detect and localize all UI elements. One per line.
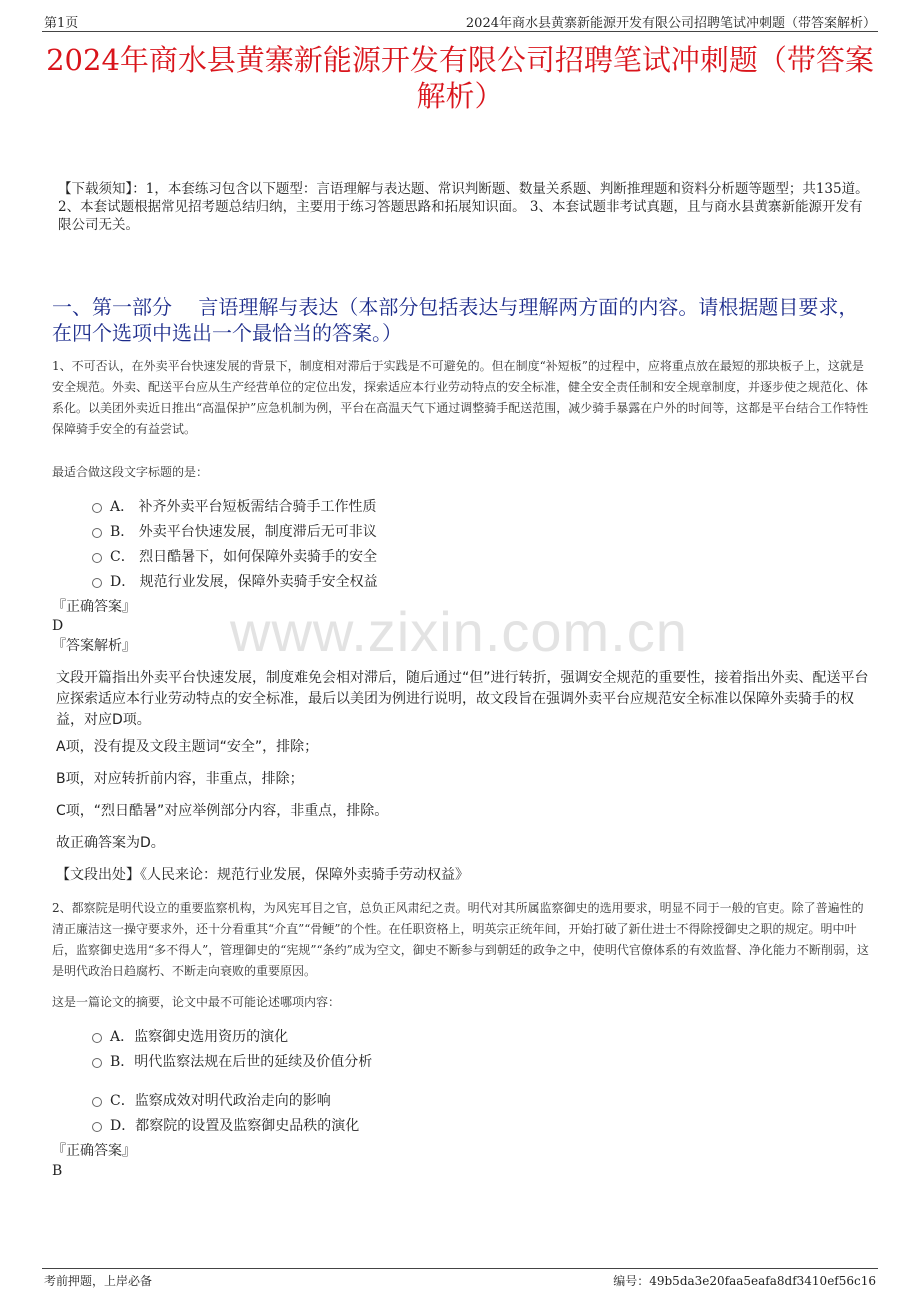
analysis-paragraph: C项，“烈日酷暑”对应举例部分内容，非重点，排除。 — [56, 803, 389, 819]
option-label: A． 补齐外卖平台短板需结合骑手工作性质 — [110, 499, 377, 515]
option-a[interactable] — [92, 1026, 288, 1046]
option-label: A．监察御史选用资历的演化 — [110, 1029, 289, 1045]
question-2-text: 2、都察院是明代设立的重要监察机构，为风宪耳目之官，总负正风肃纪之责。明代对其所属监察御史的选用要求，明显不同于一般的官吏。除了普遍性的清正廉洁这一操守要求外，还十分看重其“介直”“骨鲠”的个性。在任职资格上，明英宗正统年间，开始打破了新仕进士不得除授御史之职的规定。明中叶后，监察御史选用“多不得人”，管理御史的“宪规”“条约”成为空文，御史不断参与到朝廷的政争之中，使明代官僚体系的有效监督、净化能力不断削弱，这是明代政治日趋腐朽、不断走向衰败的重要原因。 — [52, 901, 869, 978]
analysis-paragraph: B项，对应转折前内容，非重点，排除； — [56, 771, 304, 787]
option-label: D． 规范行业发展，保障外卖骑手安全权益 — [110, 574, 378, 590]
footer-slogan: 考前押题，上岸必备 — [44, 1274, 153, 1288]
document-title: 2024年商水县黄寨新能源开发有限公司招聘笔试冲刺题（带答案解析） — [46, 43, 874, 113]
section-heading: 一、第一部分 言语理解与表达（本部分包括表达与理解两方面的内容。请根据题目要求，在四个选项中选出一个最恰当的答案。） — [52, 295, 859, 345]
option-a[interactable] — [92, 496, 377, 516]
radio-icon[interactable] — [92, 1122, 102, 1132]
option-b[interactable] — [92, 521, 377, 541]
option-label: C．监察成效对明代政治走向的影响 — [110, 1093, 331, 1109]
radio-icon[interactable] — [92, 528, 102, 538]
radio-icon[interactable] — [92, 553, 102, 563]
analysis-paragraph: 故正确答案为D。 — [56, 835, 165, 851]
option-c[interactable] — [92, 1090, 331, 1110]
answer-label: 『正确答案』 — [52, 599, 136, 615]
download-notice: 【下载须知】：1，本套练习包含以下题型：言语理解与表达题、常识判断题、数量关系题、判断推理题和资料分析题等题型；共135道。 2、本套试题根据常见招考题总结归纳，主要用于练习答题思路和拓展知识面。 3、本套试题非考试真题，且与商水县黄寨新能源开发有限公司无关。 — [58, 181, 869, 233]
question-2-prompt: 这是一篇论文的摘要，论文中最不可能论述哪项内容： — [52, 995, 341, 1009]
option-b[interactable] — [92, 1051, 372, 1071]
option-d[interactable] — [92, 1115, 359, 1135]
analysis-paragraph: A项，没有提及文段主题词“安全”，排除； — [56, 739, 319, 755]
radio-icon[interactable] — [92, 1033, 102, 1043]
question-1-text: 1、不可否认，在外卖平台快速发展的背景下，制度相对滞后于实践是不可避免的。但在制度“补短板”的过程中，应将重点放在最短的那块板子上，这就是安全规范。外卖、配送平台应从生产经营单位的定位出发，探索适应本行业劳动特点的安全标准，健全安全责任制和安全规章制度，并逐步使之规范化、体系化。以美团外卖近日推出“高温保护”应急机制为例，平台在高温天气下通过调整骑手配送范围，减少骑手暴露在户外的时间等，这都是平台结合工作特性保障骑手安全的有益尝试。 — [52, 359, 869, 436]
answer-value: D — [52, 618, 64, 634]
radio-icon[interactable] — [92, 1058, 102, 1068]
analysis-label: 『答案解析』 — [52, 638, 136, 654]
page-number: 第1页 — [44, 16, 79, 31]
header-divider — [42, 31, 878, 32]
option-label: D．都察院的设置及监察御史品秩的演化 — [110, 1118, 360, 1134]
document-id: 编号：49b5da3e20faa5eafa8df3410ef56c16 — [613, 1274, 876, 1288]
header-title: 2024年商水县黄寨新能源开发有限公司招聘笔试冲刺题（带答案解析） — [465, 16, 876, 31]
radio-icon[interactable] — [92, 503, 102, 513]
radio-icon[interactable] — [92, 578, 102, 588]
analysis-paragraph: 文段开篇指出外卖平台快速发展，制度难免会相对滞后，随后通过“但”进行转折，强调安全规范的重要性，接着指出外卖、配送平台应探索适应本行业劳动特点的安全标准，最后以美团为例进行说明，故文段旨在强调外卖平台应规范安全标准以保障外卖骑手的权益，对应D项。 — [56, 670, 869, 728]
option-label: B． 外卖平台快速发展，制度滞后无可非议 — [110, 524, 377, 540]
option-d[interactable] — [92, 571, 378, 591]
option-label: C． 烈日酷暑下，如何保障外卖骑手的安全 — [110, 549, 378, 565]
answer-value: B — [52, 1163, 63, 1179]
source-citation: 【文段出处】《人民来论：规范行业发展，保障外卖骑手劳动权益》 — [56, 867, 469, 883]
option-label: B．明代监察法规在后世的延续及价值分析 — [110, 1054, 373, 1070]
option-c[interactable] — [92, 546, 377, 566]
watermark: www.zixin.com.cn — [230, 600, 688, 663]
footer-divider — [42, 1268, 878, 1269]
question-1-prompt: 最适合做这段文字标题的是： — [52, 465, 209, 479]
radio-icon[interactable] — [92, 1097, 102, 1107]
answer-label: 『正确答案』 — [52, 1143, 136, 1159]
